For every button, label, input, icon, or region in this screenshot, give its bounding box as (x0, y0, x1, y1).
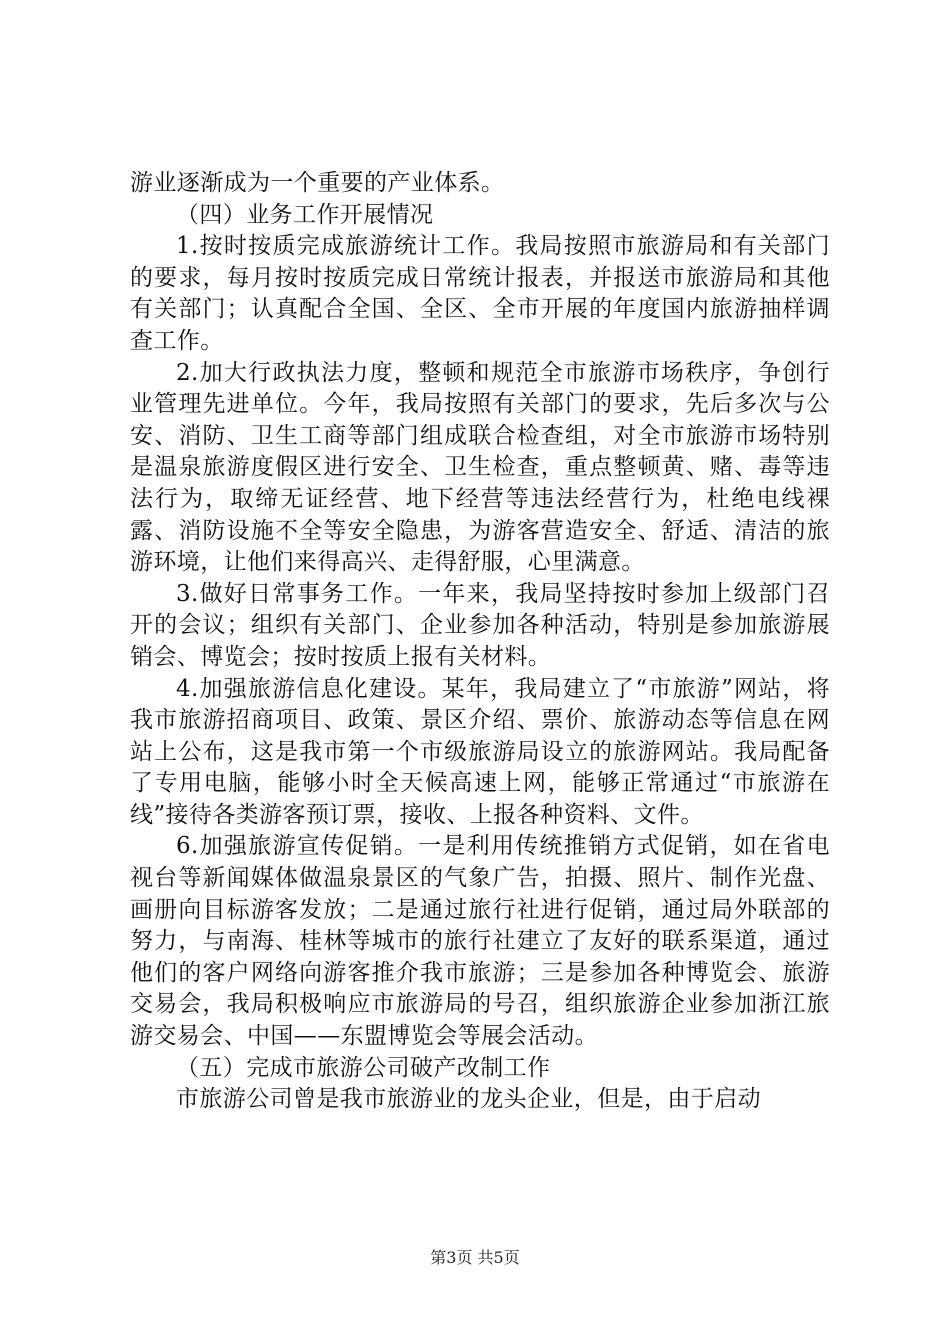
section-heading-4: （四）业务工作开展情况 (176, 201, 434, 228)
page-footer (0, 1245, 950, 1268)
paragraph-continuation: 游业逐渐成为一个重要的产业体系。 (130, 170, 505, 196)
paragraph-item-2: 2.加大行政执法力度，整顿和规范全市旅游市场秩序，争创行业管理先进单位。今年，我局按照有关部门的要求，先后多次与公安、消防、卫生工商等部门组成联合检查组，对全市旅游市场特别是温泉旅游度假区进行安全、卫生检查，重点整顿黄、赌、毒等违法行为，取缔无证经营、地下经营等违法经营行为，杜绝电线裸露、消防设施不全等安全隐患，为游客营造安全、舒适、清洁的旅游环境，让他们来得高兴、走得舒服，心里满意。 (130, 359, 830, 576)
page-number-label: 第3页 共5页 (430, 1248, 520, 1267)
paragraph-item-6: 6.加强旅游宣传促销。一是利用传统推销方式促销，如在省电视台等新闻媒体做温泉景区的气象广告，拍摄、照片、制作光盘、画册向目标游客发放；二是通过旅行社进行促销，通过局外联部的努力，与南海、桂林等城市的旅行社建立了友好的联系渠道，通过他们的客户网络向游客推介我市旅游；三是参加各种博览会、旅游交易会，我局积极响应市旅游局的号召，组织旅游企业参加浙江旅游交易会、中国——东盟博览会等展会活动。 (130, 833, 830, 1050)
document-body (130, 168, 830, 1116)
paragraph-item-4: 4.加强旅游信息化建设。某年，我局建立了“市旅游”网站，将我市旅游招商项目、政策、景区介绍、票价、旅游动态等信息在网站上公布，这是我市第一个市级旅游局设立的旅游网站。我局配备了专用电脑，能够小时全天候高速上网，能够正常通过“市旅游在线”接待各类游客预订票，接收、上报各种资料、文件。 (130, 675, 830, 828)
section-heading-5: （五）完成市旅游公司破产改制工作 (176, 1054, 551, 1081)
paragraph-item-3: 3.做好日常事务工作。一年来，我局坚持按时参加上级部门召开的会议；组织有关部门、企业参加各种活动，特别是参加旅游展销会、博览会；按时按质上报有关材料。 (130, 580, 830, 670)
paragraph-item-1: 1.按时按质完成旅游统计工作。我局按照市旅游局和有关部门的要求，每月按时按质完成日常统计报表，并报送市旅游局和其他有关部门；认真配合全国、全区、全市开展的年度国内旅游抽样调查工作。 (130, 233, 830, 354)
paragraph-section-5: 市旅游公司曾是我市旅游业的龙头企业，但是，由于启动 (176, 1086, 761, 1113)
